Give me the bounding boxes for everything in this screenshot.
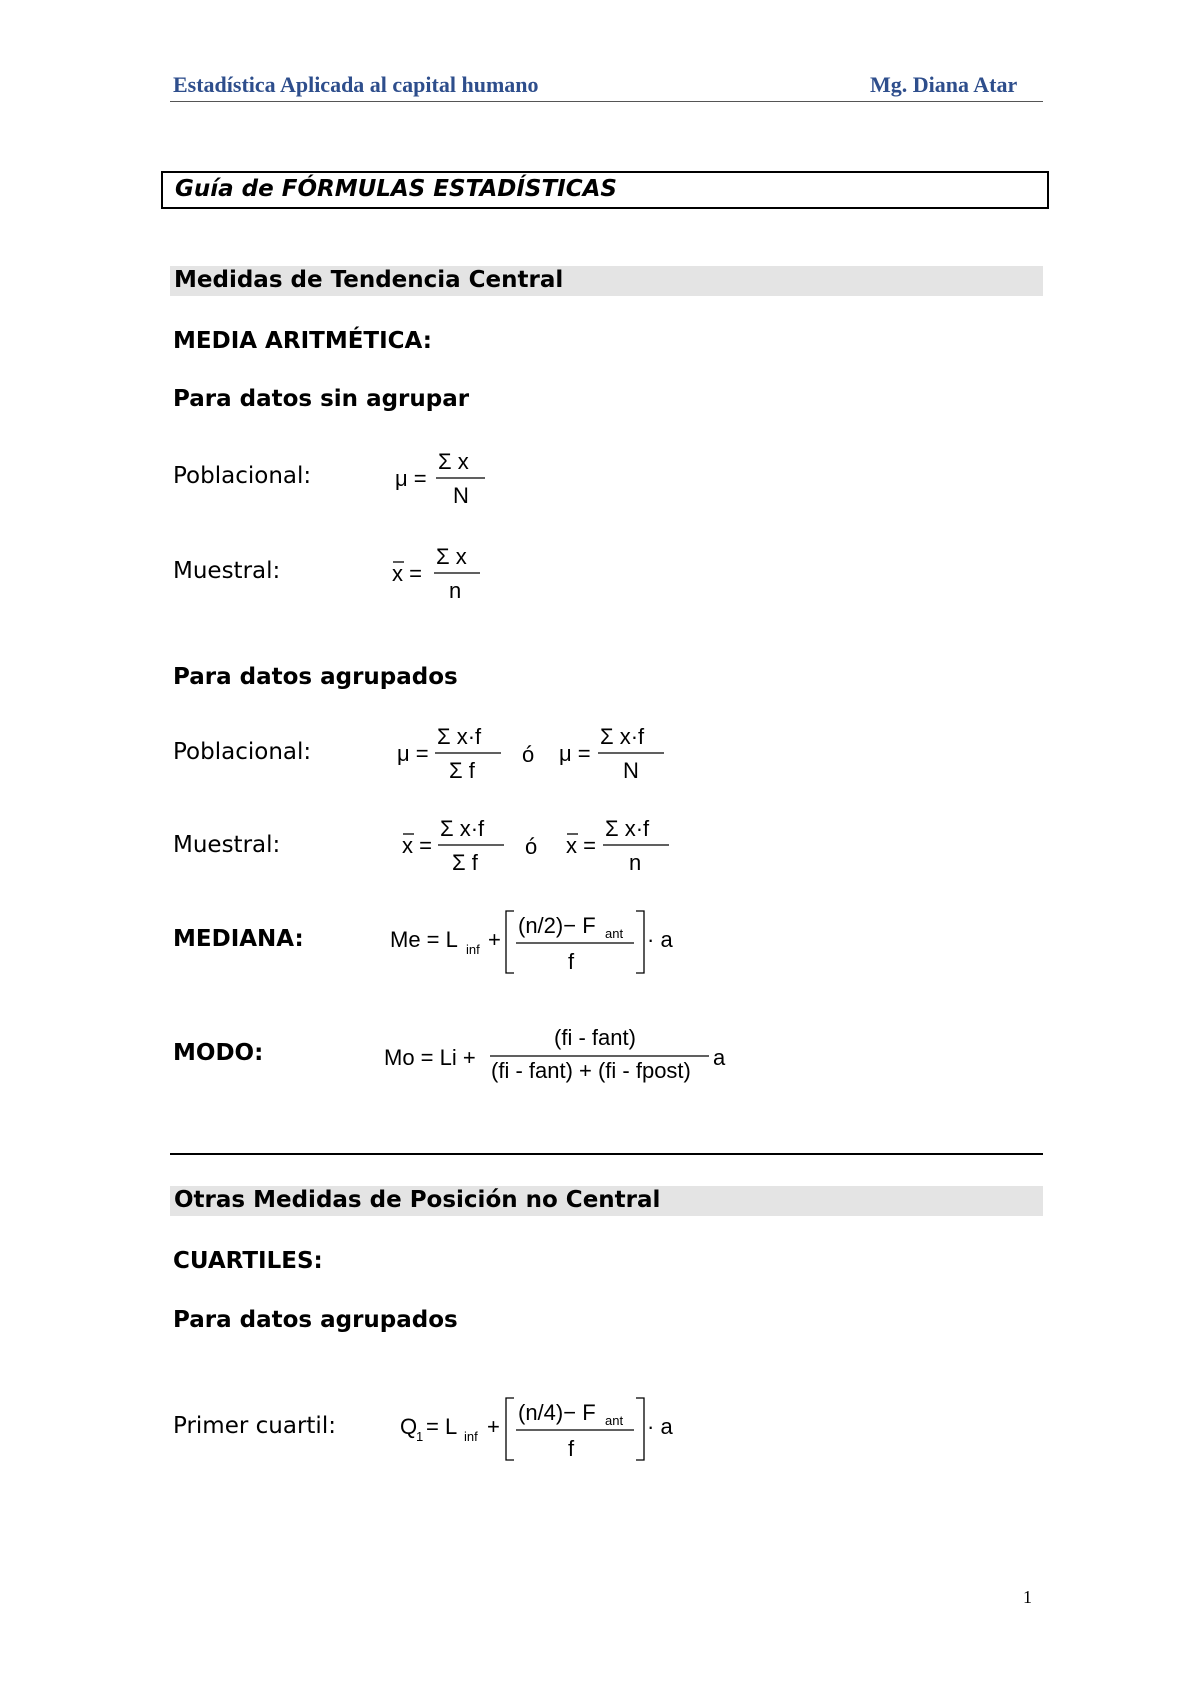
document-title: Guía de FÓRMULAS ESTADÍSTICAS: [175, 176, 617, 202]
label-muestral-ungrouped: Muestral:: [173, 558, 281, 584]
label-poblacional-ungrouped: Poblacional:: [173, 463, 312, 489]
svg-text:ó: ó: [522, 742, 535, 767]
section-title: Medidas de Tendencia Central: [174, 267, 564, 293]
svg-text:μ =: μ =: [559, 741, 591, 766]
svg-text:1: 1: [416, 1429, 424, 1444]
formula-population-mean-ungrouped: [395, 445, 505, 515]
label-poblacional-grouped: Poblacional:: [173, 739, 312, 765]
svg-text:+: +: [487, 1414, 500, 1439]
formula-median: [390, 903, 690, 983]
svg-text:x =: x =: [566, 833, 596, 858]
section-divider: [170, 1153, 1043, 1155]
section-bar-central-tendency: [170, 266, 1043, 296]
svg-text:= L: = L: [426, 1414, 458, 1439]
header-author: Mg. Diana Atar: [870, 72, 1018, 97]
svg-text:Σ x·f: Σ x·f: [437, 724, 482, 749]
ungrouped-heading: Para datos sin agrupar: [173, 386, 470, 412]
svg-text:inf: inf: [464, 1429, 478, 1444]
formula-first-quartile: [400, 1390, 700, 1470]
svg-text:N: N: [453, 483, 469, 508]
svg-text:x =: x =: [392, 561, 422, 586]
media-heading: MEDIA ARITMÉTICA:: [173, 328, 432, 354]
modo-heading: MODO:: [173, 1040, 264, 1066]
svg-text:+: +: [488, 927, 501, 952]
svg-text:μ =: μ =: [397, 741, 429, 766]
section-bar-non-central-position: [170, 1186, 1043, 1216]
svg-text:inf: inf: [466, 942, 480, 957]
svg-text:n: n: [449, 578, 462, 603]
svg-text:f: f: [568, 949, 575, 974]
header-title: Estadística Aplicada al capital humano: [173, 72, 539, 97]
svg-text:· a: · a: [647, 927, 673, 952]
mediana-heading: MEDIANA:: [173, 926, 304, 952]
section-title: Otras Medidas de Posición no Central: [174, 1187, 661, 1213]
grouped-heading: Para datos agrupados: [173, 664, 458, 690]
svg-text:ant: ant: [605, 926, 624, 941]
formula-population-mean-grouped: [397, 720, 677, 790]
svg-text:Mo = Li +: Mo = Li +: [384, 1045, 476, 1070]
label-muestral-grouped: Muestral:: [173, 832, 281, 858]
svg-text:Σ x·f: Σ x·f: [605, 816, 650, 841]
svg-text:Σ x: Σ x: [438, 449, 469, 474]
svg-text:a: a: [713, 1045, 726, 1070]
svg-text:· a: · a: [647, 1414, 673, 1439]
quartiles-grouped-heading: Para datos agrupados: [173, 1307, 458, 1333]
svg-text:ó: ó: [525, 834, 538, 859]
document-title-box: [161, 171, 1049, 209]
formula-mode: [384, 1020, 744, 1090]
svg-text:x =: x =: [402, 833, 432, 858]
svg-text:Σ x·f: Σ x·f: [600, 724, 645, 749]
svg-text:(fi - fant): (fi - fant): [554, 1025, 636, 1050]
svg-text:ant: ant: [605, 1413, 624, 1428]
svg-text:Σ x: Σ x: [436, 544, 467, 569]
svg-text:f: f: [568, 1436, 575, 1461]
formula-sample-mean-grouped: [400, 812, 680, 882]
formula-sample-mean-ungrouped: [390, 540, 500, 610]
svg-text:Q: Q: [400, 1414, 418, 1439]
cuartiles-heading: CUARTILES:: [173, 1248, 323, 1274]
svg-text:N: N: [623, 758, 639, 783]
svg-text:Σ x·f: Σ x·f: [440, 816, 485, 841]
svg-text:μ =: μ =: [395, 466, 427, 491]
page-number: 1: [1023, 1587, 1032, 1607]
label-primer-cuartil: Primer cuartil:: [173, 1413, 336, 1439]
svg-text:(n/2)− F: (n/2)− F: [518, 913, 596, 938]
header-rule: [170, 101, 1043, 102]
svg-text:Σ f: Σ f: [449, 758, 475, 783]
svg-text:(fi - fant) + (fi - fpost): (fi - fant) + (fi - fpost): [491, 1058, 691, 1083]
svg-text:(n/4)− F: (n/4)− F: [518, 1400, 596, 1425]
svg-text:n: n: [629, 850, 642, 875]
svg-text:Σ f: Σ f: [452, 850, 478, 875]
svg-text:Me = L: Me = L: [390, 927, 458, 952]
